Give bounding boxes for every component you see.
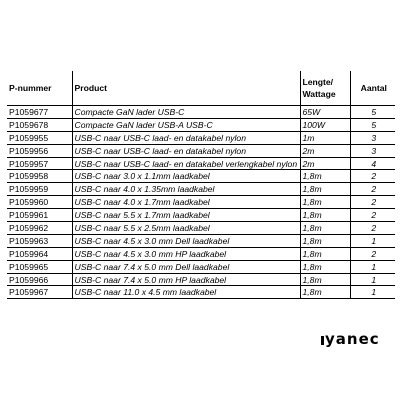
cell-aantal: 5 (350, 118, 395, 131)
header-lengte-wattage (300, 71, 350, 106)
logo-mark (321, 336, 324, 345)
cell-lengte: 100W (300, 118, 350, 131)
cell-product: USB-C naar 7.4 x 5.0 mm HP laadkabel (72, 273, 300, 286)
cell-product: USB-C naar USB-C laad- en datakabel nylon (72, 144, 300, 157)
cell-pnummer: P1059964 (7, 247, 72, 260)
cell-lengte: 1m (300, 131, 350, 144)
cell-product: USB-C naar 4.0 x 1.35mm laadkabel (72, 183, 300, 196)
header-pnummer: P-nummer (7, 71, 72, 106)
cell-product: USB-C naar USB-C laad- en datakabel verlengkabel nylon (72, 157, 300, 170)
cell-pnummer: P1059677 (7, 106, 72, 119)
table-row (7, 170, 395, 183)
cell-pnummer: P1059955 (7, 131, 72, 144)
cell-aantal: 4 (350, 157, 395, 170)
cell-product: Compacte GaN lader USB-C (72, 106, 300, 119)
cell-lengte: 1,8m (300, 247, 350, 260)
table-row (7, 118, 395, 131)
cell-product: USB-C naar 11.0 x 4.5 mm laadkabel (72, 286, 300, 299)
cell-product: USB-C naar 5.5 x 1.7mm laadkabel (72, 209, 300, 222)
cell-pnummer: P1059958 (7, 170, 72, 183)
header-wattage: Wattage (302, 89, 336, 99)
table-row (7, 196, 395, 209)
cell-pnummer: P1059957 (7, 157, 72, 170)
cell-lengte: 65W (300, 106, 350, 119)
cell-lengte: 2m (300, 157, 350, 170)
cell-pnummer: P1059966 (7, 273, 72, 286)
cell-aantal: 2 (350, 196, 395, 209)
table-row (7, 157, 395, 170)
cell-lengte: 1,8m (300, 234, 350, 247)
cell-pnummer: P1059967 (7, 286, 72, 299)
cell-pnummer: P1059959 (7, 183, 72, 196)
cell-aantal: 2 (350, 209, 395, 222)
cell-lengte: 1,8m (300, 273, 350, 286)
cell-product: USB-C naar 4.5 x 3.0 mm HP laadkabel (72, 247, 300, 260)
header-lengte: Lengte/ (302, 77, 334, 87)
cell-aantal: 1 (350, 273, 395, 286)
yanec-logo (321, 330, 380, 348)
header-aantal: Aantal (350, 71, 395, 106)
table-row (7, 273, 395, 286)
table-row (7, 247, 395, 260)
cell-product: USB-C naar 7.4 x 5.0 mm Dell laadkabel (72, 260, 300, 273)
cell-product: Compacte GaN lader USB-A USB-C (72, 118, 300, 131)
cell-pnummer: P1059956 (7, 144, 72, 157)
cell-product: USB-C naar 4.5 x 3.0 mm Dell laadkabel (72, 234, 300, 247)
cell-product: USB-C naar USB-C laad- en datakabel nylon (72, 131, 300, 144)
table-row (7, 144, 395, 157)
cell-aantal: 2 (350, 183, 395, 196)
cell-product: USB-C naar 5.5 x 2.5mm laadkabel (72, 222, 300, 235)
cell-lengte: 1,8m (300, 170, 350, 183)
cell-pnummer: P1059961 (7, 209, 72, 222)
cell-lengte: 1,8m (300, 183, 350, 196)
cell-pnummer: P1059678 (7, 118, 72, 131)
table-header-row (7, 71, 395, 106)
table-row (7, 260, 395, 273)
cell-aantal: 1 (350, 286, 395, 299)
logo-text: yanec (325, 330, 380, 348)
product-table-sheet (7, 71, 395, 299)
cell-pnummer: P1059965 (7, 260, 72, 273)
cell-lengte: 1,8m (300, 286, 350, 299)
table-row (7, 286, 395, 299)
table-row (7, 131, 395, 144)
cell-aantal: 1 (350, 260, 395, 273)
cell-pnummer: P1059962 (7, 222, 72, 235)
cell-lengte: 1,8m (300, 196, 350, 209)
cell-lengte: 1,8m (300, 222, 350, 235)
header-product: Product (72, 71, 300, 106)
table-row (7, 234, 395, 247)
cell-aantal: 2 (350, 170, 395, 183)
cell-pnummer: P1059963 (7, 234, 72, 247)
product-table (7, 71, 395, 299)
cell-aantal: 3 (350, 144, 395, 157)
cell-aantal: 5 (350, 106, 395, 119)
table-row (7, 209, 395, 222)
table-row (7, 222, 395, 235)
cell-lengte: 2m (300, 144, 350, 157)
table-row (7, 183, 395, 196)
cell-lengte: 1,8m (300, 260, 350, 273)
cell-aantal: 3 (350, 131, 395, 144)
cell-product: USB-C naar 3.0 x 1.1mm laadkabel (72, 170, 300, 183)
table-row (7, 106, 395, 119)
cell-aantal: 2 (350, 247, 395, 260)
cell-pnummer: P1059960 (7, 196, 72, 209)
cell-product: USB-C naar 4.0 x 1.7mm laadkabel (72, 196, 300, 209)
cell-lengte: 1,8m (300, 209, 350, 222)
cell-aantal: 1 (350, 234, 395, 247)
cell-aantal: 2 (350, 222, 395, 235)
